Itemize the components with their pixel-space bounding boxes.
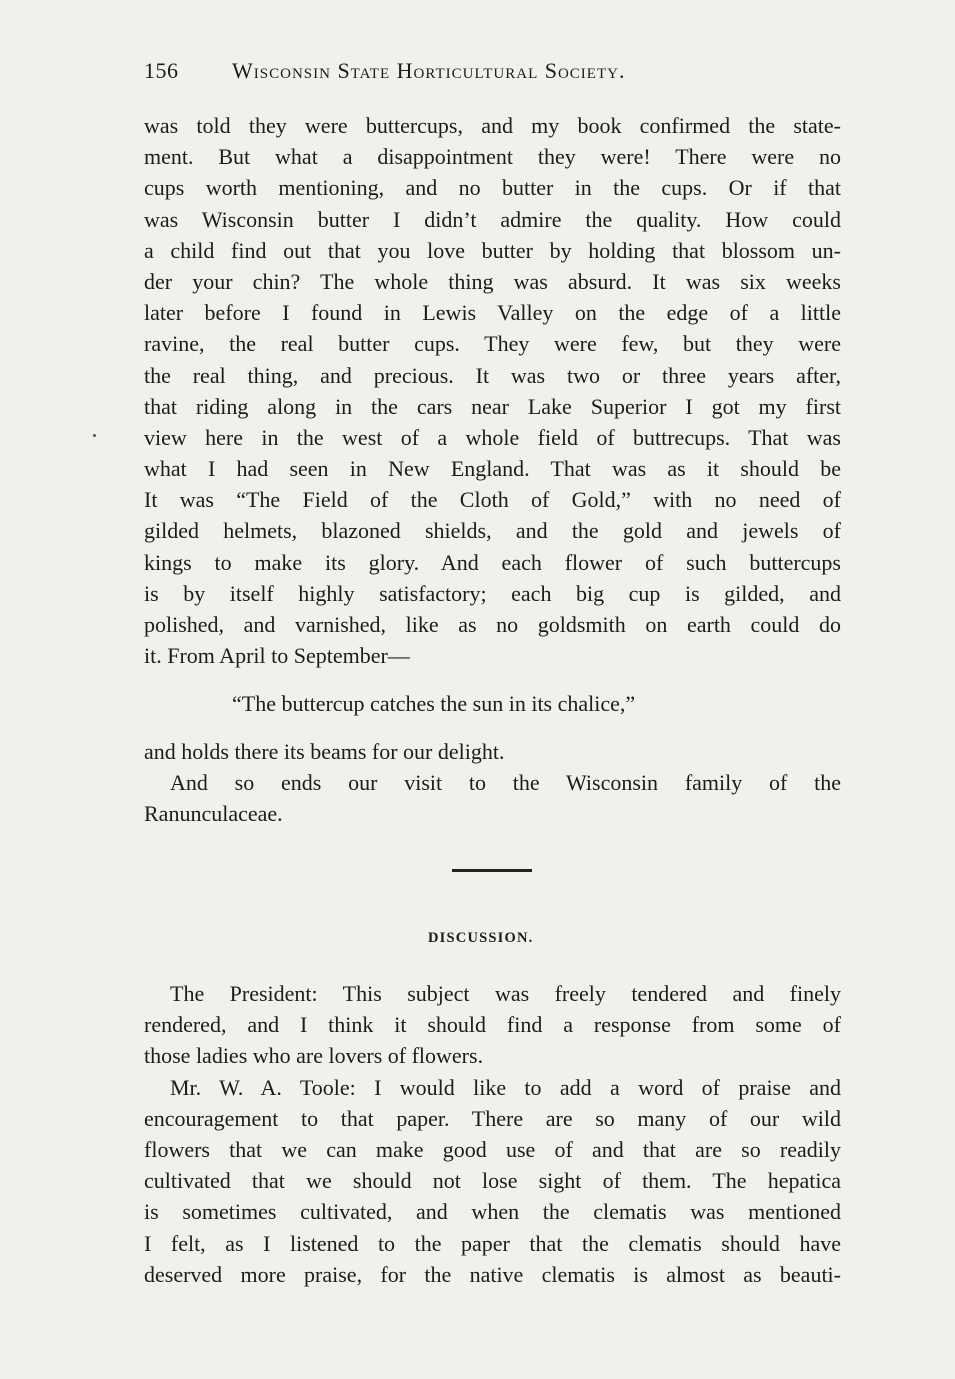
text-line: der your chin? The whole thing was absurd. It was six weeks — [144, 268, 841, 294]
running-title: Wisconsin State Horticultural Society. — [232, 58, 626, 83]
text-line: cups worth mentioning, and no butter in the cups. Or if that — [144, 175, 841, 201]
text-line: polished, and varnished, like as no goldsmith on earth could do — [144, 612, 841, 637]
text-line: It was “The Field of the Cloth of Gold,” with no need of — [144, 487, 841, 513]
text-line: flowers that we can make good use of and that are so readily — [144, 1136, 841, 1162]
text-line: a child find out that you love butter by holding that blossom un- — [144, 237, 841, 263]
section-divider — [452, 869, 532, 872]
margin-speck — [93, 434, 96, 437]
text-line: kings to make its glory. And each flower of such buttercups — [144, 549, 841, 575]
text-line: those ladies who are lovers of flowers. — [144, 1043, 484, 1069]
essay-ending — [144, 736, 841, 830]
text-line: deserved more praise, for the native clematis is almost as beauti- — [144, 1261, 841, 1287]
text-line: ment. But what a disappointment they were! There were no — [144, 144, 841, 170]
text-line: view here in the west of a whole field of buttrecups. That was — [144, 424, 841, 450]
poem-quote: “The buttercup catches the sun in its chalice,” — [232, 691, 636, 716]
discussion-heading: DISCUSSION. — [428, 930, 534, 946]
essay-text — [144, 110, 841, 671]
text-line: Ranunculaceae. — [144, 801, 283, 827]
text-line: encouragement to that paper. There are so many of our wild — [144, 1105, 841, 1131]
text-line: Mr. W. A. Toole: I would like to add a word of praise and — [170, 1074, 841, 1100]
text-line: the real thing, and precious. It was two or three years after, — [144, 362, 841, 388]
text-line: The President: This subject was freely tendered and finely — [170, 981, 841, 1006]
text-line: I felt, as I listened to the paper that the clematis should have — [144, 1230, 841, 1256]
discussion-text — [144, 978, 841, 1290]
text-line: was Wisconsin butter I didn’t admire the quality. How could — [144, 206, 841, 232]
text-line: ravine, the real butter cups. They were few, but they were — [144, 331, 841, 357]
text-line: And so ends our visit to the Wisconsin family of the — [170, 770, 841, 796]
text-line: that riding along in the cars near Lake Superior I got my first — [144, 393, 841, 419]
text-line: later before I found in Lewis Valley on the edge of a little — [144, 300, 841, 326]
text-line: rendered, and I think it should find a response from some of — [144, 1012, 841, 1038]
text-line: it. From April to September— — [144, 643, 410, 669]
page-number: 156 — [144, 58, 179, 83]
text-line: what I had seen in New England. That was as it should be — [144, 456, 841, 482]
running-header — [144, 58, 844, 90]
text-line: was told they were buttercups, and my book confirmed the state- — [144, 113, 841, 138]
text-line: cultivated that we should not lose sight of them. The hepatica — [144, 1168, 841, 1194]
text-line: and holds there its beams for our delight. — [144, 739, 505, 764]
text-line: gilded helmets, blazoned shields, and the gold and jewels of — [144, 518, 841, 544]
text-line: is sometimes cultivated, and when the clematis was mentioned — [144, 1199, 841, 1225]
text-line: is by itself highly satisfactory; each big cup is gilded, and — [144, 580, 841, 606]
